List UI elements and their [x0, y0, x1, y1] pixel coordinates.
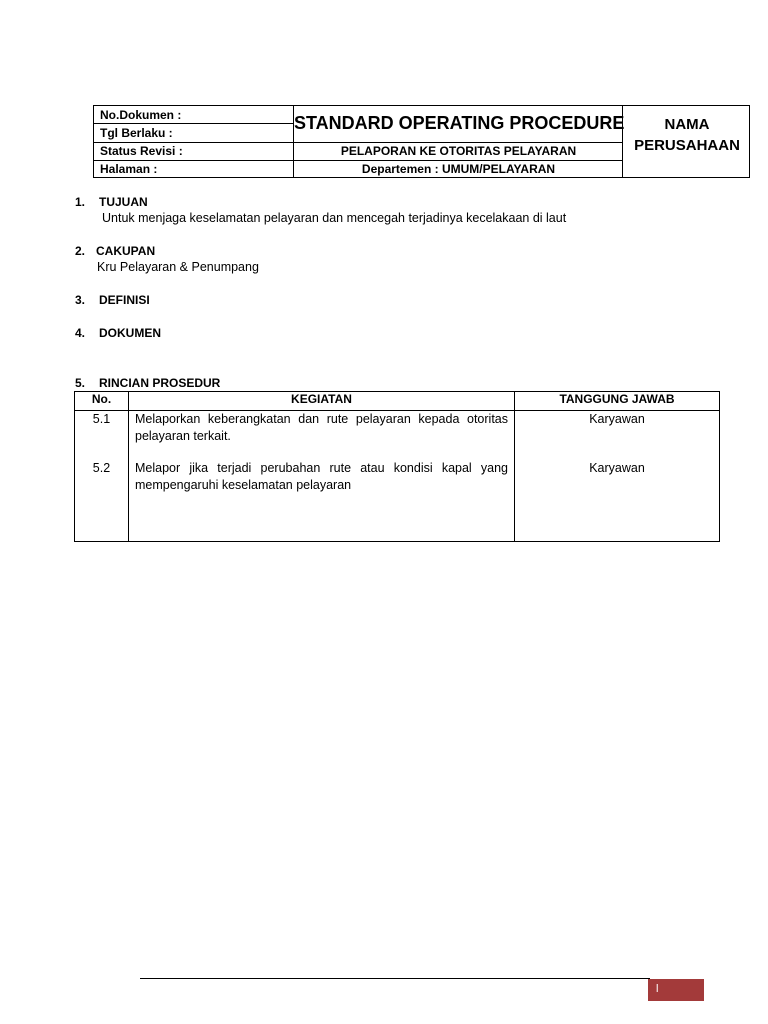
page-number-box [648, 979, 704, 1001]
kegiatan-line: Melapor jika terjadi perubahan rute atau kondisi kapal yang [135, 461, 508, 475]
company-name-line1: NAMA [664, 116, 710, 133]
section-1-title: TUJUAN [99, 195, 148, 209]
page-number: l [656, 983, 659, 995]
section-4-number: 4. [75, 326, 86, 340]
column-header-kegiatan: KEGIATAN [129, 392, 515, 411]
status-revisi-label: Status Revisi : [100, 144, 183, 158]
tgl-berlaku-label: Tgl Berlaku : [100, 126, 173, 140]
section-2-number: 2. [75, 244, 86, 258]
tanggung-jawab-cell [515, 411, 720, 542]
tanggung-jawab-value: Karyawan [589, 461, 645, 475]
section-1-number: 1. [75, 195, 86, 209]
section-2-text: Kru Pelayaran & Penumpang [97, 260, 259, 274]
kegiatan-line: mempengaruhi keselamatan pelayaran [135, 478, 352, 492]
no-dokumen-label: No.Dokumen : [100, 108, 182, 122]
tanggung-jawab-value: Karyawan [589, 412, 645, 426]
section-5-number: 5. [75, 376, 86, 390]
section-3-title: DEFINISI [99, 293, 150, 307]
header-row-line [94, 160, 622, 161]
column-header-no: No. [75, 392, 129, 411]
section-3-number: 3. [75, 293, 86, 307]
header-row-line [94, 123, 293, 124]
table-header-row [75, 392, 720, 411]
kegiatan-cell [129, 411, 515, 542]
section-4-title: DOKUMEN [99, 326, 161, 340]
row-number: 5.2 [92, 461, 111, 475]
no-cell [75, 411, 129, 542]
section-1-text: Untuk menjaga keselamatan pelayaran dan mencegah terjadinya kecelakaan di laut [102, 211, 567, 225]
document-header-table [93, 105, 750, 178]
halaman-label: Halaman : [100, 162, 158, 176]
document-title: STANDARD OPERATING PROCEDURE [294, 113, 625, 133]
company-name-line2: PERUSAHAAN [634, 137, 740, 154]
row-number: 5.1 [92, 412, 111, 426]
departemen-label: Departemen : UMUM/PELAYARAN [361, 162, 556, 176]
kegiatan-entry [135, 411, 508, 445]
procedure-table [74, 391, 720, 542]
kegiatan-entry [135, 460, 508, 494]
column-header-tanggung-jawab: TANGGUNG JAWAB [515, 392, 720, 411]
document-subtitle: PELAPORAN KE OTORITAS PELAYARAN [340, 144, 577, 158]
footer-rule [140, 978, 650, 979]
kegiatan-line: Melaporkan keberangkatan dan rute pelayaran kepada otoritas [135, 412, 508, 426]
table-row [75, 411, 720, 542]
kegiatan-line: pelayaran terkait. [135, 429, 231, 443]
company-name [623, 114, 751, 156]
section-5-title: RINCIAN PROSEDUR [99, 376, 221, 390]
section-2-title: CAKUPAN [96, 244, 156, 258]
